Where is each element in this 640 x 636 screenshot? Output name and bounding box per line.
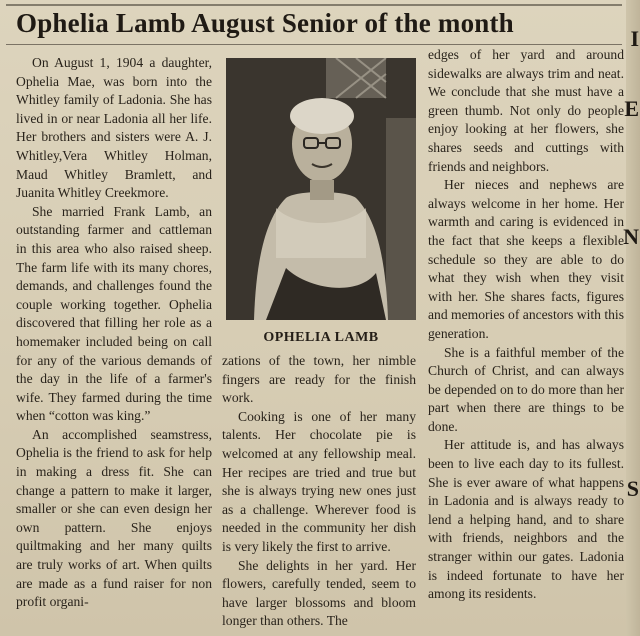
headline: Ophelia Lamb August Senior of the month [16, 8, 514, 38]
portrait-photo-drawing [226, 58, 416, 320]
paragraph: An accomplished seamstress, Ophelia is the friend to ask for help in making a dress fit. She can change a pattern to make it larger, smaller or she can even design her own pattern. She enjoys quiltmaking and her many quilts are truly works of art. When quilts are made as a fund raiser for non profit organi- [16, 426, 212, 610]
edge-letter: S [626, 476, 639, 501]
photo-caption: OPHELIA LAMB [263, 330, 379, 345]
paragraph: edges of her yard and around sidewalks are always trim and neat. We conclude that she must have a green thumb. Not only do people enjoy looking at her flowers, she shares seeds and cuttings with friends and neighbors. [428, 47, 624, 174]
paragraph: Cooking is one of her many talents. Her chocolate pie is welcomed at any fellowship meal. Her recipes are tried and true but she is always trying new ones just as a challenge. Wherever food is needed in the community her dish is very likely the first to arrive. [222, 408, 416, 554]
column-3 [428, 46, 624, 604]
paragraph: On August 1, 1904 a daughter, Ophelia Mae, was born into the Whitley family of Ladonia. She has lived in or near Ladonia all her life. Her brothers and sisters were A. J. Whitley,Vera Whitley Holman, Maud Whitley Bramlett, and Juanita Whitley Creekmore. [16, 55, 212, 201]
paragraph: Her attitude is, and has always been to live each day to its fullest. She is ever aware of what happens in Ladonia and is always ready to lend a helping hand, and to share with friends, neighbors and the stranger within our gates. Ladonia is indeed fortunate to have her among its residents. [428, 437, 624, 602]
adjacent-column-edge [623, 0, 640, 636]
headline-rule [6, 44, 622, 45]
paragraph: She married Frank Lamb, an outstanding farmer and cattleman in this area who also raised sheep. The farm life with its many chores, demands, and challenges found the couple working together. Ophelia discovered that filling her role as a homemaker included being on call for any of the various demands of the day in the life of a farmer's wife. They farmed during the time when “cotton was king.” [16, 203, 212, 424]
portrait-photo [226, 58, 416, 320]
edge-letter: I [630, 26, 639, 51]
column-1 [16, 54, 212, 612]
paragraph: Her nieces and nephews are always welcome in her home. Her warmth and caring is evidenced in the fact that she keeps a flexible schedule so they are able to do what they wish when they visit with her. She shares facts, figures and memories of ancestors with this generation. [428, 177, 624, 341]
paragraph: zations of the town, her nimble fingers are ready for the finish work. [222, 353, 416, 406]
edge-letter: E [624, 96, 639, 121]
paragraph: She delights in her yard. Her flowers, carefully tended, seem to have larger blossoms and bloom longer than others. The [222, 557, 416, 629]
column-2 [222, 352, 416, 631]
edge-letter: N [623, 224, 639, 249]
top-rule [6, 4, 622, 6]
paragraph: She is a faithful member of the Church of Christ, and can always be depended on to do more than her part when there are things to be done. [428, 344, 624, 434]
